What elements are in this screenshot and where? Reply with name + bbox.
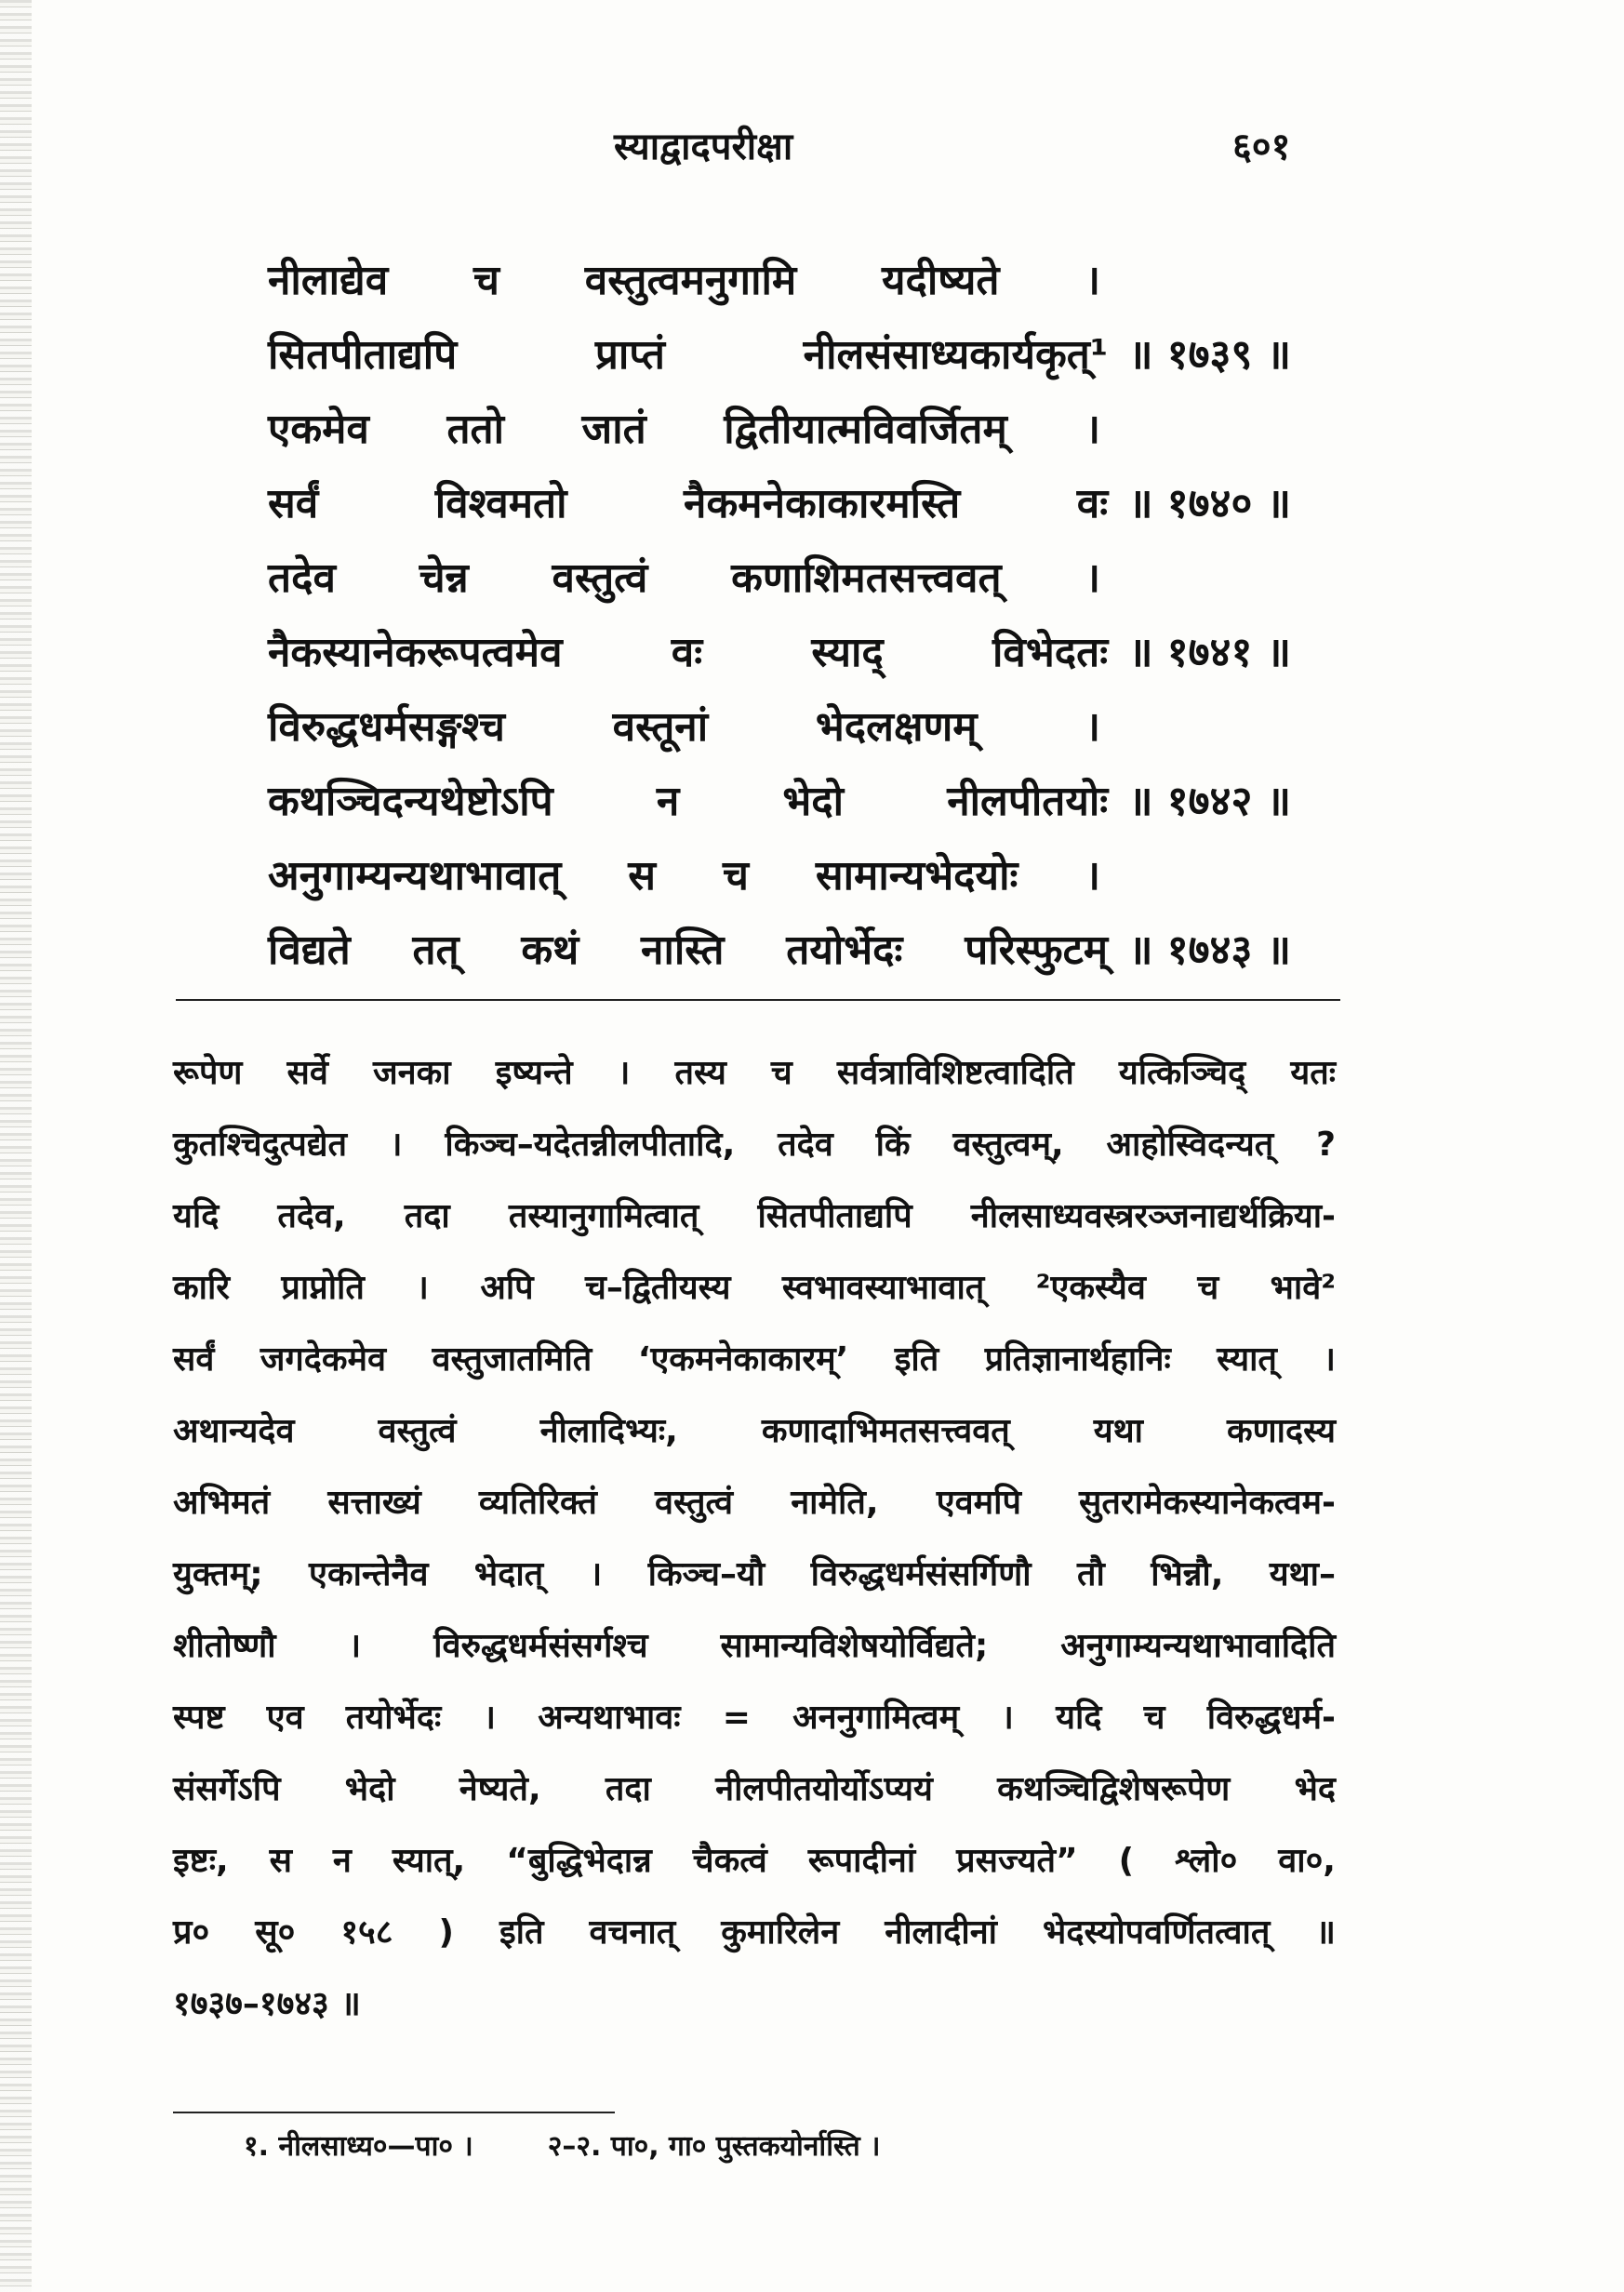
- verse-number: ॥ १७४१ ॥: [1128, 629, 1291, 676]
- footnote: २–२. पा०, गा० पुस्तकयोर्नास्ति ।: [547, 2130, 881, 2163]
- commentary-line: अभिमतं सत्ताख्यं व्यतिरिक्तं वस्तुत्वं नामेति, एवमपि सुतरामेकस्यानेकत्वम-: [173, 1484, 1336, 1522]
- verse-line: [268, 839, 1100, 913]
- verse-number: ॥ १७४२ ॥: [1128, 778, 1291, 825]
- commentary-line: अथान्यदेव वस्तुत्वं नीलादिभ्यः, कणादाभिमतसत्त्ववत् यथा कणादस्य: [173, 1412, 1336, 1450]
- verse-line: [268, 541, 1100, 616]
- footnote-divider: [173, 2112, 615, 2113]
- commentary-line: शीतोष्णौ । विरुद्धधर्मसंसर्गश्च सामान्यविशेषयोर्विद्यते; अनुगाम्यन्यथाभावादिति: [173, 1627, 1336, 1665]
- commentary-line: स्पष्ट एव तयोर्भेदः । अन्यथाभावः = अननुगामित्वम् । यदि च विरुद्धधर्म-: [173, 1699, 1336, 1737]
- verse-text: सितपीताद्यपि प्राप्तं नीलसंसाध्यकार्यकृत्¹: [268, 331, 1109, 379]
- verse-number: ॥ १७४३ ॥: [1128, 926, 1291, 974]
- verse-line: [268, 467, 1291, 541]
- verse-line: [268, 690, 1100, 765]
- commentary-line: सर्वं जगदेकमेव वस्तुजातमिति ‘एकमनेकाकारम्’ इति प्रतिज्ञानार्थहानिः स्यात् ।: [173, 1340, 1336, 1379]
- commentary-line: रूपेण सर्वे जनका इष्यन्ते । तस्य च सर्वत्राविशिष्टत्वादिति यत्किञ्चिद् यतः: [173, 1054, 1336, 1092]
- commentary-line: यदि तदेव, तदा तस्यानुगामित्वात् सितपीताद्यपि नीलसाध्यवस्त्ररञ्जनाद्यर्थक्रिया-: [173, 1197, 1336, 1235]
- verse-text: नीलाद्येव च वस्तुत्वमनुगामि यदीष्यते ।: [268, 257, 1100, 304]
- verse-text: अनुगाम्यन्यथाभावात् स च सामान्यभेदयोः ।: [268, 852, 1100, 899]
- footnote: १. नीलसाध्य०—पा० ।: [244, 2130, 473, 2163]
- scan-edge-shadow: [0, 0, 32, 2292]
- verse-text: एकमेव ततो जातं द्वितीयात्मविवर्जितम् ।: [268, 406, 1100, 453]
- commentary-line: युक्तम्; एकान्तेनैव भेदात् । किञ्च–यौ विरुद्धधर्मसंसर्गिणौ तौ भिन्नौ, यथा–: [173, 1555, 1336, 1593]
- commentary-line: प्र० सू० १५८ ) इति वचनात् कुमारिलेन नीलादीनां भेदस्योपवर्णितत्वात् ॥: [173, 1913, 1336, 1952]
- verse-line: [268, 616, 1291, 690]
- verse-block: [268, 244, 1291, 988]
- verse-line: [268, 765, 1291, 839]
- running-head: स्याद्वादपरीक्षा: [614, 126, 793, 168]
- verse-number: ॥ १७३९ ॥: [1128, 331, 1291, 379]
- verse-text: विद्यते तत् कथं नास्ति तयोर्भेदः परिस्फुटम्: [268, 926, 1109, 974]
- verse-line: [268, 393, 1100, 467]
- verse-number: ॥ १७४० ॥: [1128, 480, 1291, 527]
- commentary-line: संसर्गेऽपि भेदो नेष्यते, तदा नीलपीतयोर्योऽप्ययं कथञ्चिद्विशेषरूपेण भेद: [173, 1770, 1336, 1808]
- verse-text: कथञ्चिदन्यथेष्टोऽपि न भेदो नीलपीतयोः: [268, 778, 1109, 825]
- verse-text: विरुद्धधर्मसङ्गश्च वस्तूनां भेदलक्षणम् ।: [268, 703, 1100, 751]
- commentary-line: कुतश्चिदुत्पद्येत । किञ्च–यदेतन्नीलपीतादि, तदेव किं वस्तुत्वम्, आहोस्विदन्यत् ?: [173, 1126, 1336, 1164]
- verse-text: सर्वं विश्वमतो नैकमनेकाकारमस्ति वः: [268, 480, 1109, 527]
- section-divider: [176, 999, 1340, 1001]
- commentary-line: इष्टः, स न स्यात्, “बुद्धिभेदान्न चैकत्वं रूपादीनां प्रसज्यते” ( श्लो० वा०,: [173, 1842, 1336, 1880]
- verse-text: नैकस्यानेकरूपत्वमेव वः स्याद् विभेदतः: [268, 629, 1109, 676]
- page-number: ६०१: [1232, 126, 1291, 168]
- commentary-line: १७३७–१७४३ ॥: [173, 1985, 361, 2023]
- verse-line: [268, 244, 1100, 318]
- footnotes: [244, 2125, 881, 2164]
- verse-text: तदेव चेन्न वस्तुत्वं कणाशिमतसत्त्ववत् ।: [268, 554, 1100, 602]
- commentary-block: [173, 1037, 1336, 2040]
- verse-line: [268, 318, 1291, 393]
- verse-line: [268, 913, 1291, 988]
- commentary-line: कारि प्राप्नोति । अपि च–द्वितीयस्य स्वभावस्याभावात् ²एकस्यैव च भावे²: [173, 1269, 1336, 1307]
